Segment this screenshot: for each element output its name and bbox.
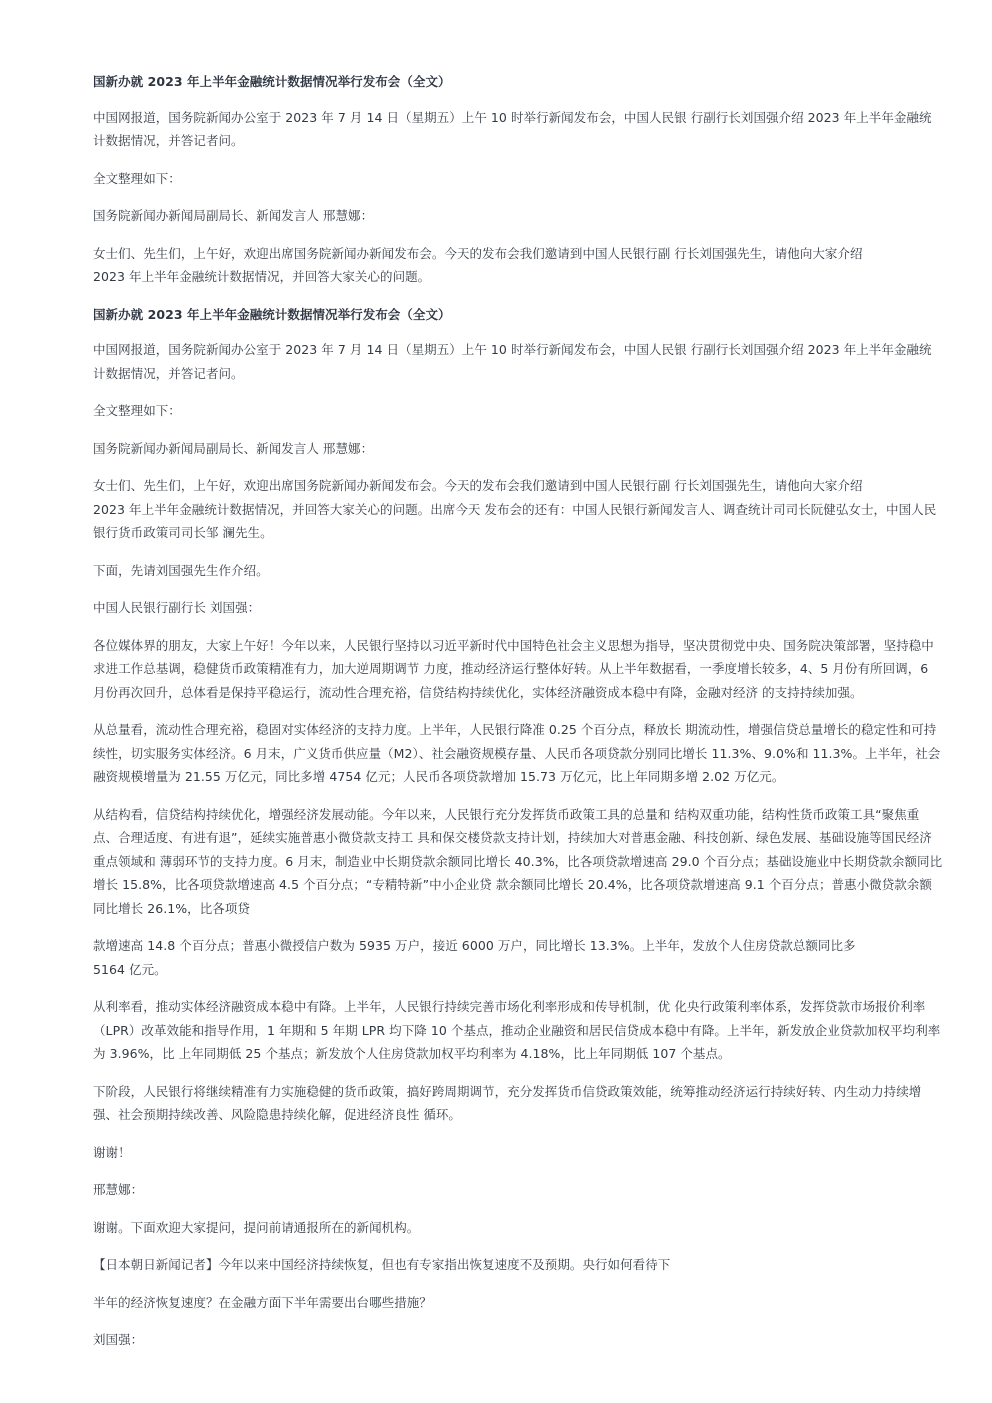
paragraph: 女士们、先生们，上午好，欢迎出席国务院新闻办新闻发布会。今天的发布会我们邀请到中国人民银行副 行长刘国强先生，请他向大家介绍 2023 年上半年金融统计数据情况，并回答大家关心的问题。出席今天 发布会的还有：中国人民银行新闻发言人、调查统计司司长阮健弘女士，中国人民银行货币政策司司长邹 澜先生。 <box>93 478 937 540</box>
paragraph: 从结构看，信贷结构持续优化，增强经济发展动能。今年以来，人民银行充分发挥货币政策工具的总量和 结构双重功能，结构性货币政策工具“聚焦重点、合理适度、有进有退”，延续实施普惠小微贷款支持工 具和保交楼贷款支持计划，持续加大对普惠金融、科技创新、绿色发展、基础设施等国民经济重点领域和 薄弱环节的支持力度。6 月末，制造业中长期贷款余额同比增长 40.3%，比各项贷款增速高 29.0 个百分点；基础设施业中长期贷款余额同比增长 15.8%，比各项贷款增速高 4.5 个百分点；“专精特新”中小企业贷 款余额同比增长 20.4%，比各项贷款增速高 9.1 个百分点；普惠小微贷款余额同比增长 26.1%，比各项贷 <box>93 806 943 916</box>
speaker-label: 中国人民银行副行长 刘国强： <box>93 600 261 615</box>
paragraph: 下面，先请刘国强先生作介绍。 <box>93 562 269 578</box>
question-paragraph: 半年的经济恢复速度？在金融方面下半年需要出台哪些措施？ <box>93 1294 432 1310</box>
paragraph: 从总量看，流动性合理充裕，稳固对实体经济的支持力度。上半年，人民银行降准 0.25 个百分点，释放长 期流动性，增强信贷总量增长的稳定性和可持续性，切实服务实体经济。6 月末，广义货币供应量（M2）、社会融资规模存量、人民币各项贷款分别同比增长 11.3%、9.0%和 11.3%。上半年，社会融资规模增量为 21.55 万亿元，同比多增 4754 亿元；人民币各项贷款增加 15.73 万亿元，比上年同期多增 2.02 万亿元。 <box>93 722 941 784</box>
paragraph: 中国网报道，国务院新闻办公室于 2023 年 7 月 14 日（星期五）上午 10 时举行新闻发布会，中国人民银 行副行长刘国强介绍 2023 年上半年金融统计数据情况，并答记者问。 <box>93 109 932 148</box>
paragraph: 各位媒体界的朋友，大家上午好！今年以来，人民银行坚持以习近平新时代中国特色社会主义思想为指导，坚决贯彻党中央、国务院决策部署，坚持稳中求进工作总基调，稳健货币政策精准有力，加大逆周期调节 力度，推动经济运行整体好转。从上半年数据看，一季度增长较多，4、5 月份有所回调，6 月份再次回升，总体看是保持平稳运行，流动性合理充裕，信贷结构持续优化，实体经济融资成本稳中有降，金融对经济 的支持持续加强。 <box>93 637 934 700</box>
speaker-label: 国务院新闻办新闻局副局长、新闻发言人 邢慧娜： <box>93 440 374 456</box>
paragraph: 女士们、先生们，上午好，欢迎出席国务院新闻办新闻发布会。今天的发布会我们邀请到中国人民银行副 行长刘国强先生，请他向大家介绍 2023 年上半年金融统计数据情况，并回答大家关心的问题。 <box>93 245 863 284</box>
paragraph: 下阶段，人民银行将继续精准有力实施稳健的货币政策，搞好跨周期调节，充分发挥货币信贷政策效能，统筹推动经济运行持续好转、内生动力持续增强、社会预期持续改善、风险隐患持续化解，促进经济良性 循环。 <box>93 1083 922 1122</box>
paragraph: 中国网报道，国务院新闻办公室于 2023 年 7 月 14 日（星期五）上午 10 时举行新闻发布会，中国人民银 行副行长刘国强介绍 2023 年上半年金融统计数据情况，并答记者问。 <box>93 342 932 381</box>
paragraph: 款增速高 14.8 个百分点；普惠小微授信户数为 5935 万户，接近 6000 万户，同比增长 13.3%。上半年，发放个人住房贷款总额同比多 5164 亿元。 <box>93 938 856 977</box>
paragraph: 从利率看，推动实体经济融资成本稳中有降。上半年，人民银行持续完善市场化利率形成和传导机制，优 化央行政策利率体系，发挥贷款市场报价利率（LPR）改革效能和指导作用，1 年期和 5 年期 LPR 均下降 10 个基点，推动企业融资和居民信贷成本稳中有降。上半年，新发放企业贷款加权平均利率为 3.96%，比 上年同期低 25 个基点；新发放个人住房贷款加权平均利率为 4.18%，比上年同期低 107 个基点。 <box>93 999 941 1061</box>
paragraph: 谢谢。下面欢迎大家提问，提问前请通报所在的新闻机构。 <box>93 1219 420 1235</box>
paragraph: 谢谢！ <box>93 1144 131 1160</box>
question-paragraph: 【日本朝日新闻记者】今年以来中国经济持续恢复，但也有专家指出恢复速度不及预期。央行如何看待下 <box>93 1257 671 1272</box>
article-title: 国新办就 2023 年上半年金融统计数据情况举行发布会（全文） <box>93 306 451 322</box>
speaker-label: 刘国强： <box>93 1332 144 1347</box>
speaker-label: 邢慧娜： <box>93 1182 144 1197</box>
paragraph: 全文整理如下： <box>93 403 181 418</box>
document-page <box>93 70 943 1366</box>
article-title: 国新办就 2023 年上半年金融统计数据情况举行发布会（全文） <box>93 74 451 89</box>
paragraph: 全文整理如下： <box>93 170 181 186</box>
speaker-label: 国务院新闻办新闻局副局长、新闻发言人 邢慧娜： <box>93 208 374 223</box>
